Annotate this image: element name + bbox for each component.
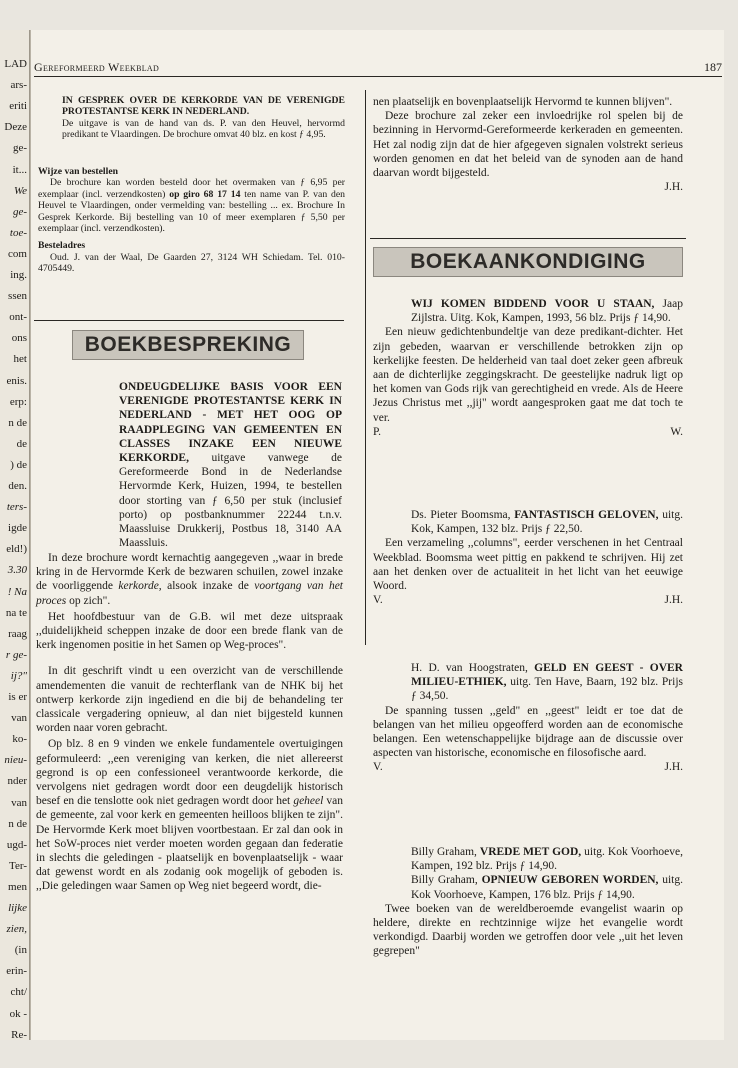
- prev-page-fragment: LAD: [4, 58, 27, 70]
- p4-italic: geheel: [293, 795, 324, 808]
- p1-italic-1: kerkorde,: [118, 580, 162, 593]
- previous-page-edge: [0, 30, 31, 1040]
- prev-page-fragment: ing.: [10, 269, 27, 281]
- wijze-text-2: ten name van P. van den Heuvel te Vlaardingen, onder vermelding van: bestelling ... ex. Brochure In Gesprek Kerkorde. Bij bestelling van 10 of meer exemplaren ƒ 5,50 per exemplaar (incl. verzendkosten).: [38, 188, 345, 235]
- prev-page-fragment: ons: [11, 332, 27, 345]
- prev-page-fragment: van: [11, 796, 27, 809]
- prev-page-fragment: ko-: [12, 733, 27, 746]
- announcement-3: [373, 661, 683, 775]
- brochure-notice: [62, 95, 345, 141]
- prev-page-fragment: n de: [8, 817, 27, 830]
- prev-page-fragment: van: [11, 712, 27, 725]
- prev-page-fragment: ssen: [8, 290, 27, 303]
- prev-page-fragment: ont-: [9, 311, 27, 324]
- entry2-title: FANTASTISCH GELOVEN,: [514, 509, 659, 521]
- review-title: ONDEUGDELIJKE BASIS VOOR EEN VERENIGDE PROTESTANTSE KERK IN NEDERLAND - MET HET OOG OP RAADPLEGING VAN GEMEENTEN EN CLASSES INZAKE EEN NIEUWE KERKORDE,: [119, 381, 342, 465]
- prev-page-fragment: (in: [14, 944, 27, 957]
- review-p4: [36, 737, 343, 893]
- prev-page-fragment: cht/: [10, 986, 27, 999]
- entry1-sig-left: P.: [373, 425, 381, 438]
- column-divider: [365, 90, 366, 645]
- prev-page-fragment: eld!): [6, 543, 27, 556]
- boekaankondiging-heading: BOEKAANKONDIGING: [373, 247, 683, 277]
- prev-page-fragment: ars-: [10, 79, 27, 92]
- prev-page-fragment: ) de: [10, 458, 27, 471]
- entry5-title: OPNIEUW GEBOREN WORDEN,: [481, 874, 659, 887]
- p4-text-a: Op blz. 8 en 9 vinden we enkele fundamentele overtuigingen geformuleerd: ,,een vereniging van kerken, die niet allereerst gegrond is op een confessioneel verantwoorde kerkorde, die vervolgens niet gedragen wordt door een deugdelijk historisch besef en die tenslotte ook niet gedragen wordt door het: [36, 738, 343, 808]
- continuation-text: nen plaatselijk en bovenplaatselijk Hervormd te kunnen blijven".: [373, 96, 673, 108]
- prev-page-fragment: We: [13, 184, 27, 197]
- entry2-sig-right: J.H.: [664, 594, 683, 607]
- p1-italic-2: voortgang van het proces: [36, 580, 343, 607]
- announcement-4: [373, 845, 683, 959]
- entry5-heading: [373, 873, 683, 901]
- entry45-body: Twee boeken van de wereldberoemde evangelist waarin op heldere, direkte en rechtzinnige wijze het evangelie wordt verkondigd. Daarbij worden we getroffen door vele ,,uit het leven gegrepen": [373, 902, 683, 958]
- ordering-info: [38, 166, 345, 275]
- prev-page-fragment: eriti: [9, 100, 27, 113]
- review-text: [36, 551, 343, 894]
- prev-page-fragment: is er: [8, 691, 27, 703]
- adres-heading: Besteladres: [38, 240, 86, 252]
- review-p2: Het hoofdbestuur van de G.B. wil met deze uitspraak ,,duidelijkheid scheppen inzake de door een brede flank van de kerk ingenomen positie in het Samen op Weg-proces".: [36, 610, 343, 652]
- section-rule: [34, 320, 344, 321]
- prev-page-fragment: raag: [8, 627, 27, 640]
- prev-page-fragment: het: [13, 353, 27, 366]
- review-continuation: [373, 95, 683, 194]
- entry4-title: VREDE MET GOD,: [479, 846, 582, 858]
- prev-page-fragment: ge-: [12, 142, 27, 155]
- prev-page-fragment: enis.: [6, 374, 27, 387]
- entry3-sig-right: J.H.: [664, 761, 683, 774]
- prev-page-fragment: ugd-: [6, 838, 27, 851]
- entry1-signature: [373, 425, 683, 439]
- prev-page-fragment: erp:: [9, 395, 27, 408]
- notice-body: De uitgave is van de hand van ds. P. van den Heuvel, hervormd predikant te Vlaardingen. De brochure omvat 40 blz. en kost ƒ 4,95.: [62, 117, 345, 141]
- p1-text-c: op zich".: [66, 594, 111, 607]
- prev-page-fragment: ! Na: [7, 585, 27, 598]
- announcement-1: [373, 297, 683, 439]
- section-rule-right: [370, 238, 686, 239]
- prev-page-fragment: Ter-: [9, 859, 27, 872]
- prev-page-fragment: den.: [8, 480, 27, 492]
- p4-text-b: van de gemeente, zal voor kerk en gemeenten heilloos blijken te zijn". De Hervormde Kerk moet blijven voortbestaan. Er zal dan ook in het SoW-proces niet verder moeten worden gegaan dan federatie in slechts die geledingen - plaatselijk en bovenplaatselijk - waar dat gewenst wordt en als zodanig ook mogelijk of geboden is. ,,Die geledingen waar Samen op Weg niet begeerd wordt, die-: [36, 795, 343, 893]
- prev-page-fragment: Re-: [11, 1028, 27, 1040]
- wijze-text-1: De brochure kan worden besteld door het overmaken van ƒ 6,95 per exemplaar (incl. verzendkosten): [38, 177, 345, 200]
- prev-page-fragment: na te: [5, 606, 27, 619]
- journal-title: Gereformeerd Weekblad: [34, 60, 160, 74]
- review-publication-info: uitgave vanwege de Gereformeerde Bond in de Nederlandse Hervormde Kerk, Huizen, 1994, te bestellen door storting van ƒ 6,50 per stuk (inclusief porto) op postbanknummer 22244 t.n.v. Maassluise Drukkerij, Postbus 18, 3140 AA Maassluis.: [119, 452, 342, 550]
- review-p3: In dit geschrift vindt u een overzicht van de verschillende amendementen die vanuit de rechterflank van de NHK bij het ontwerp kerkorde zijn ingediend en die bij de behandeling ter classicale vergadering opnieuw, al dan niet bijgesteld kunnen worden naar voren gebracht.: [36, 665, 343, 735]
- wijze-heading: Wijze van bestellen: [38, 166, 119, 177]
- entry1-body: Een nieuw gedichtenbundeltje van deze predikant-dichter. Het zijn gebeden, waarvan er verschillende betrokken zijn op kerkelijke feesten. De helderheid van taal doet zeker geen afbreuk aan de dichterlijke zeggingskracht. De geestelijke nadruk ligt op het komen van Gods rijk van gerechtigheid en vrede. Als de Heere Jezus Christus met ,,jij" wordt aangesproken gaat me dat toch te ver.: [373, 326, 683, 424]
- prev-page-fragment: it...: [12, 163, 27, 176]
- entry2-meta: uitg. Kok, Kampen, 132 blz. Prijs ƒ 22,50.: [411, 509, 683, 536]
- p1-text-b: alsook inzake de: [161, 580, 255, 593]
- prev-page-fragment: ij?": [10, 669, 27, 682]
- prev-page-fragment: men: [8, 880, 27, 893]
- adres-body: Oud. J. van der Waal, De Gaarden 27, 3124 WH Schiedam. Tel. 010-4705449.: [38, 251, 345, 275]
- entry1-sig-right: W.: [670, 425, 683, 438]
- entry3-heading: [373, 661, 683, 704]
- announcement-2: [373, 508, 683, 607]
- entry3-signature: [373, 760, 683, 774]
- entry3-body: De spanning tussen ,,geld" en ,,geest" leidt er toe dat de belangen van het milieu opgeofferd worden aan de economische belangen. Een wetenschappelijke bijdrage aan de discussie over aspecten van historische, economische en filosofische aard.: [373, 704, 683, 760]
- prev-page-fragment: nieu-: [4, 754, 27, 767]
- boekbespreking-heading: BOEKBESPREKING: [72, 330, 304, 360]
- running-header: [34, 58, 722, 77]
- entry4-heading: [373, 845, 683, 873]
- notice-title: IN GESPREK OVER DE KERKORDE VAN DE VERENIGDE PROTESTANTSE KERK IN NEDERLAND.: [62, 95, 345, 118]
- entry3-sig-left: V.: [373, 761, 383, 774]
- wijze-body: [38, 177, 345, 234]
- continuation-p2: Deze brochure zal zeker een invloedrijke rol spelen bij de bezinning in Hervormd-Gereformeerde kerkeraden en gemeenten. Het zal nodig zijn dat de hier afgegeven signalen volstrekt serieus worden genomen en dat het beleid van de synoden aan de hand daarvan wordt bijgesteld.: [373, 110, 683, 180]
- entry2-signature: [373, 593, 683, 607]
- prev-page-fragment: 3.30: [7, 564, 27, 577]
- entry2-author: Ds. Pieter Boomsma,: [411, 509, 515, 521]
- entry2-heading: [373, 508, 683, 536]
- entry2-body: Een verzameling ,,columns", eerder verschenen in het Centraal Weekblad. Boomsma weet pittig en pakkend te schrijven. Hij zet aan het denken over de actualiteit in het licht van het eeuwige Woord.: [373, 537, 683, 593]
- prev-page-fragment: de: [16, 437, 27, 450]
- p1-text-a: In deze brochure wordt kernachtig aangegeven ,,waar in brede kring in de Hervormde Kerk de bezwaren schuilen, zowel inzake de voorliggende: [36, 552, 343, 593]
- entry2-sig-left: V.: [373, 594, 383, 607]
- giro-number: op giro 68 17 14: [165, 188, 241, 200]
- entry5-author: Billy Graham,: [411, 874, 482, 887]
- entry1-meta: Jaap Zijlstra. Uitg. Kok, Kampen, 1993, 56 blz. Prijs ƒ 14,90.: [411, 298, 683, 325]
- prev-page-fragment: erin-: [6, 965, 27, 978]
- prev-page-fragment: zien,: [6, 923, 27, 936]
- prev-page-fragment: n de: [8, 416, 27, 429]
- entry4-author: Billy Graham,: [411, 846, 480, 858]
- prev-page-fragment: ok -: [9, 1007, 27, 1020]
- prev-page-fragment: toe-: [9, 226, 27, 239]
- prev-page-fragment: Deze: [4, 121, 27, 134]
- page-number: 187: [704, 60, 722, 74]
- prev-page-fragment: igde: [8, 522, 27, 535]
- entry5-meta: uitg. Kok Voorhoeve, Kampen, 176 blz. Prijs ƒ 14,90.: [411, 874, 684, 901]
- prev-page-fragment: ge-: [12, 205, 27, 218]
- review-p1: [36, 551, 343, 608]
- entry3-author: H. D. van Hoogstraten,: [411, 662, 535, 674]
- page-gutter: [29, 30, 30, 1040]
- prev-page-fragment: lijke: [8, 902, 27, 914]
- prev-page-fragment: nder: [7, 775, 27, 788]
- entry4-meta: uitg. Kok Voorhoeve, Kampen, 192 blz. Prijs ƒ 14,90.: [411, 846, 683, 873]
- review-title-block: [119, 380, 342, 550]
- entry3-meta: uitg. Ten Have, Baarn, 192 blz. Prijs ƒ 34,50.: [411, 676, 683, 703]
- entry1-heading: [373, 297, 683, 325]
- prev-page-fragment: r ge-: [5, 648, 27, 661]
- signature-jh: J.H.: [664, 181, 683, 194]
- entry1-title: WIJ KOMEN BIDDEND VOOR U STAAN,: [411, 298, 655, 310]
- prev-page-fragment: ters-: [6, 501, 27, 514]
- prev-page-fragment: com: [8, 247, 27, 260]
- entry3-title: GELD EN GEEST - OVER MILIEU-ETHIEK,: [411, 662, 683, 689]
